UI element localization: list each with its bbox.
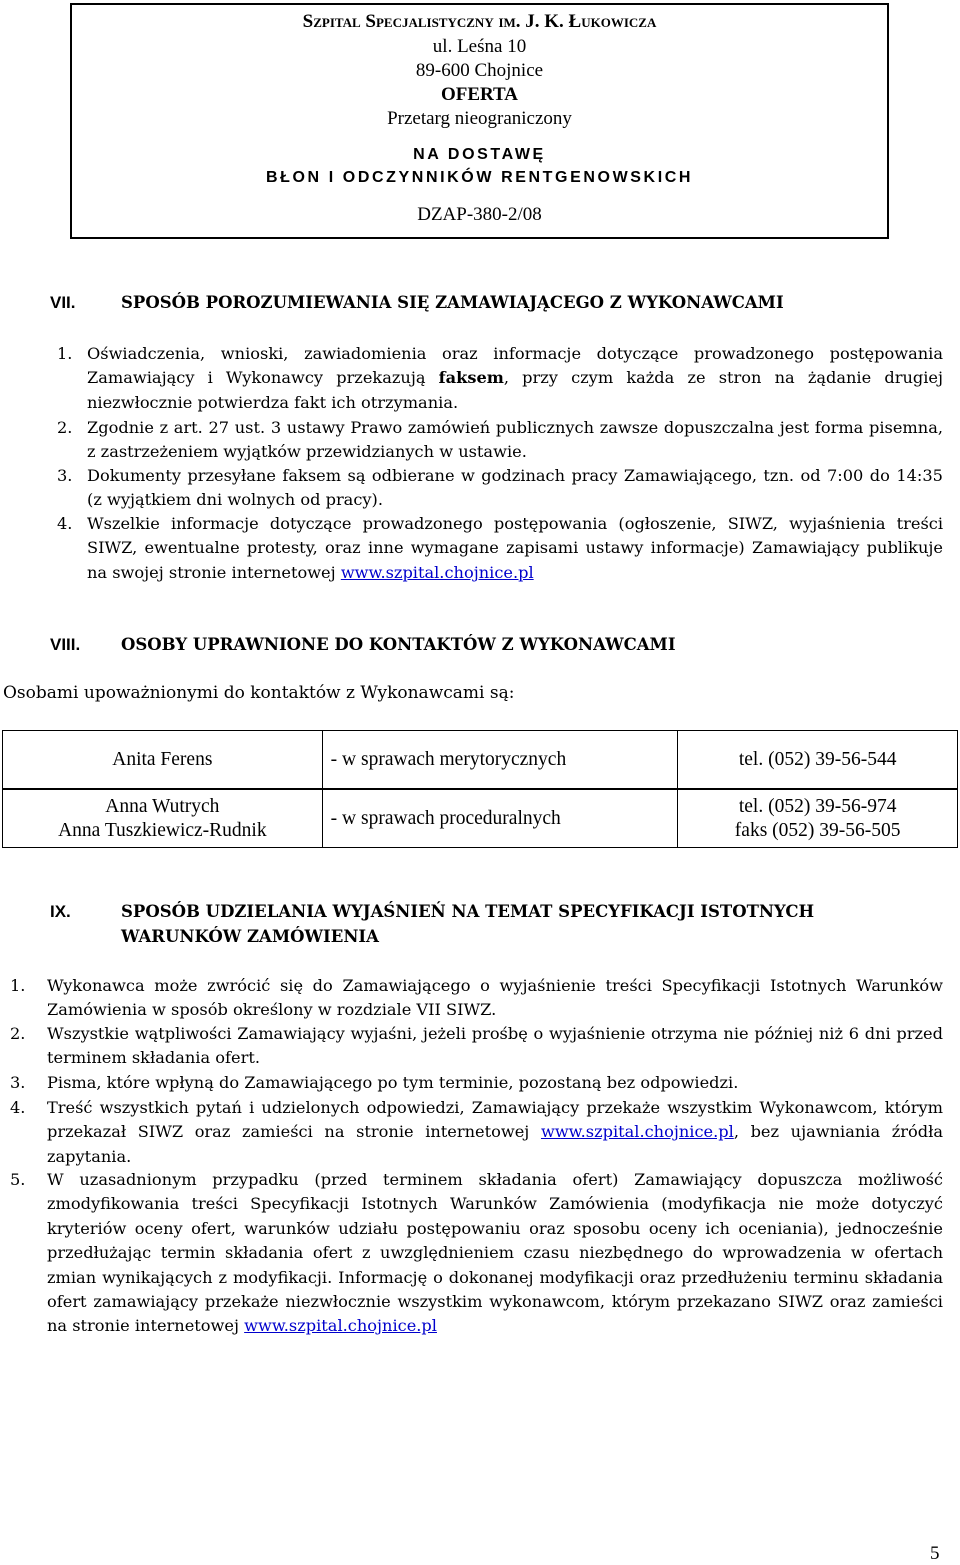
website-link[interactable]: www.szpital.chojnice.pl	[244, 1316, 437, 1336]
section-9-title-line-2: WARUNKÓW ZAMÓWIENIA	[121, 927, 379, 946]
subject-line-1: NA DOSTAWĘ	[413, 146, 546, 163]
website-link[interactable]: www.szpital.chojnice.pl	[540, 1122, 734, 1142]
website-link[interactable]: www.szpital.chojnice.pl	[340, 562, 534, 582]
hospital-name: Szpital Specjalistyczny im. J. K. Łukowicza	[302, 11, 657, 32]
contact-phone: tel. (052) 39-56-544	[678, 731, 958, 789]
hospital-city: 89-600 Chojnice	[415, 60, 544, 81]
section-9-item-3: 3. Pisma, które wpłyną do Zamawiającego po tym terminie, pozostaną bez odpowiedzi.	[47, 1071, 943, 1095]
item-number: 2.	[10, 1024, 26, 1043]
item-number: 1.	[57, 344, 73, 363]
section-9-item-5: 5. W uzasadnionym przypadku (przed terminem składania ofert) Zamawiający dopuszcza możliwość zmodyfikowania treści Specyfikacji Istotnych Warunków Zamówienia (modyfikacja nie może dotyczyć kryteriów oceny ofert, warunków udziału postępowaniu oraz sposobu oceny ich oceniania), jednocześnie przedłużając termin składania ofert z uwzględnieniem czasu niezbędnego do wprowadzenia w ofertach zmian wynikających z modyfikacji. Informację o dokonanej modyfikacji oraz przedłużeniu terminu składania ofert zamawiający przekaże niezwłocznie wszystkim wykonawcom, którym przekazano SIWZ oraz zamieści na stronie internetowej www.szpital.chojnice.pl	[10, 1170, 943, 1336]
item-number: 3.	[10, 1073, 26, 1092]
hospital-street: ul. Leśna 10	[432, 36, 527, 57]
item-number: 1.	[10, 976, 26, 995]
section-8-title: OSOBY UPRAWNIONE DO KONTAKTÓW Z WYKONAWCAMI	[121, 635, 676, 654]
document-header-box	[70, 3, 889, 239]
section-8-number: VIII.	[50, 635, 81, 654]
offer-label: OFERTA	[440, 84, 519, 105]
section-7-item-4: 4. Wszelkie informacje dotyczące prowadzonego postępowania (ogłoszenie, SIWZ, wyjaśnienia treści SIWZ, ewentualne protesty, oraz inne wymagane zapisami ustawy informacje) Zamawiający publikuje na swojej stronie internetowej www.szpital.chojnice.pl	[57, 514, 943, 582]
contact-phones	[678, 790, 958, 848]
section-9-item-4: 4. Treść wszystkich pytań i udzielonych odpowiedzi, Zamawiający przekaże wszystkim Wykonawcom, którym przekazał SIWZ oraz zamieści na stronie internetowej www.szpital.chojnice.pl, bez ujawniania źródła zapytania.	[10, 1098, 943, 1166]
section-7-item-3: 3. Dokumenty przesyłane faksem są odbierane w godzinach pracy Zamawiającego, tzn. od 7:00 do 14:35 (z wyjątkiem dni wolnych od pracy).	[57, 466, 943, 510]
contact-names	[3, 790, 323, 848]
section-9-item-1: 1. Wykonawca może zwrócić się do Zamawiającego o wyjaśnienie treści Specyfikacji Istotnych Warunków Zamówienia w sposób określony w rozdziale VII SIWZ.	[10, 976, 943, 1020]
section-7-item-2: 2. Zgodnie z art. 27 ust. 3 ustawy Prawo zamówień publicznych zawsze dopuszczalna jest forma pisemna, z zastrzeżeniem wyjątków przewidzianych w ustawie.	[57, 418, 943, 462]
subject-line-2: BŁON I ODCZYNNIKÓW RENTGENOWSKICH	[265, 169, 694, 186]
contact-name: Anita Ferens	[3, 731, 323, 789]
item-number: 5.	[10, 1170, 26, 1189]
section-9-title-line-1: SPOSÓB UDZIELANIA WYJAŚNIEŃ NA TEMAT SPECYFIKACJI ISTOTNYCH	[121, 902, 815, 921]
item-number: 3.	[57, 466, 73, 485]
item-number: 4.	[57, 514, 73, 533]
contact-phone: tel. (052) 39-56-974	[738, 795, 897, 817]
contacts-intro: Osobami upoważnionymi do kontaktów z Wykonawcami są:	[3, 683, 515, 703]
table-row	[3, 790, 958, 848]
contact-fax: faks (052) 39-56-505	[734, 819, 901, 841]
item-number: 2.	[57, 418, 73, 437]
section-7-item-1: 1. Oświadczenia, wnioski, zawiadomienia oraz informacje dotyczące prowadzonego postępowania Zamawiający i Wykonawcy przekazują faksem, przy czym każda ze stron na żądanie drugiej niezwłocznie potwierdza fakt ich otrzymania.	[57, 344, 944, 412]
section-7-number: VII.	[50, 293, 76, 312]
contact-role: - w sprawach merytorycznych	[322, 731, 678, 789]
contacts-table	[2, 730, 958, 848]
contact-name: Anna Tuszkiewicz-Rudnik	[58, 819, 267, 841]
section-9-item-2: 2. Wszystkie wątpliwości Zamawiający wyjaśni, jeżeli prośbę o wyjaśnienie otrzyma nie później niż 6 dni przed terminem składania ofert.	[10, 1024, 943, 1068]
section-7-title: SPOSÓB POROZUMIEWANIA SIĘ ZAMAWIAJĄCEGO Z WYKONAWCAMI	[121, 293, 784, 312]
contact-name: Anna Wutrych	[105, 795, 220, 817]
page-number: 5	[930, 1543, 940, 1564]
reference-number: DZAP-380-2/08	[417, 204, 542, 225]
item-number: 4.	[10, 1098, 26, 1117]
contact-role: - w sprawach proceduralnych	[322, 790, 678, 848]
table-row	[3, 731, 958, 789]
section-9-number: IX.	[50, 902, 71, 921]
fax-emphasis: faksem	[438, 368, 504, 388]
tender-type: Przetarg nieograniczony	[387, 108, 572, 129]
